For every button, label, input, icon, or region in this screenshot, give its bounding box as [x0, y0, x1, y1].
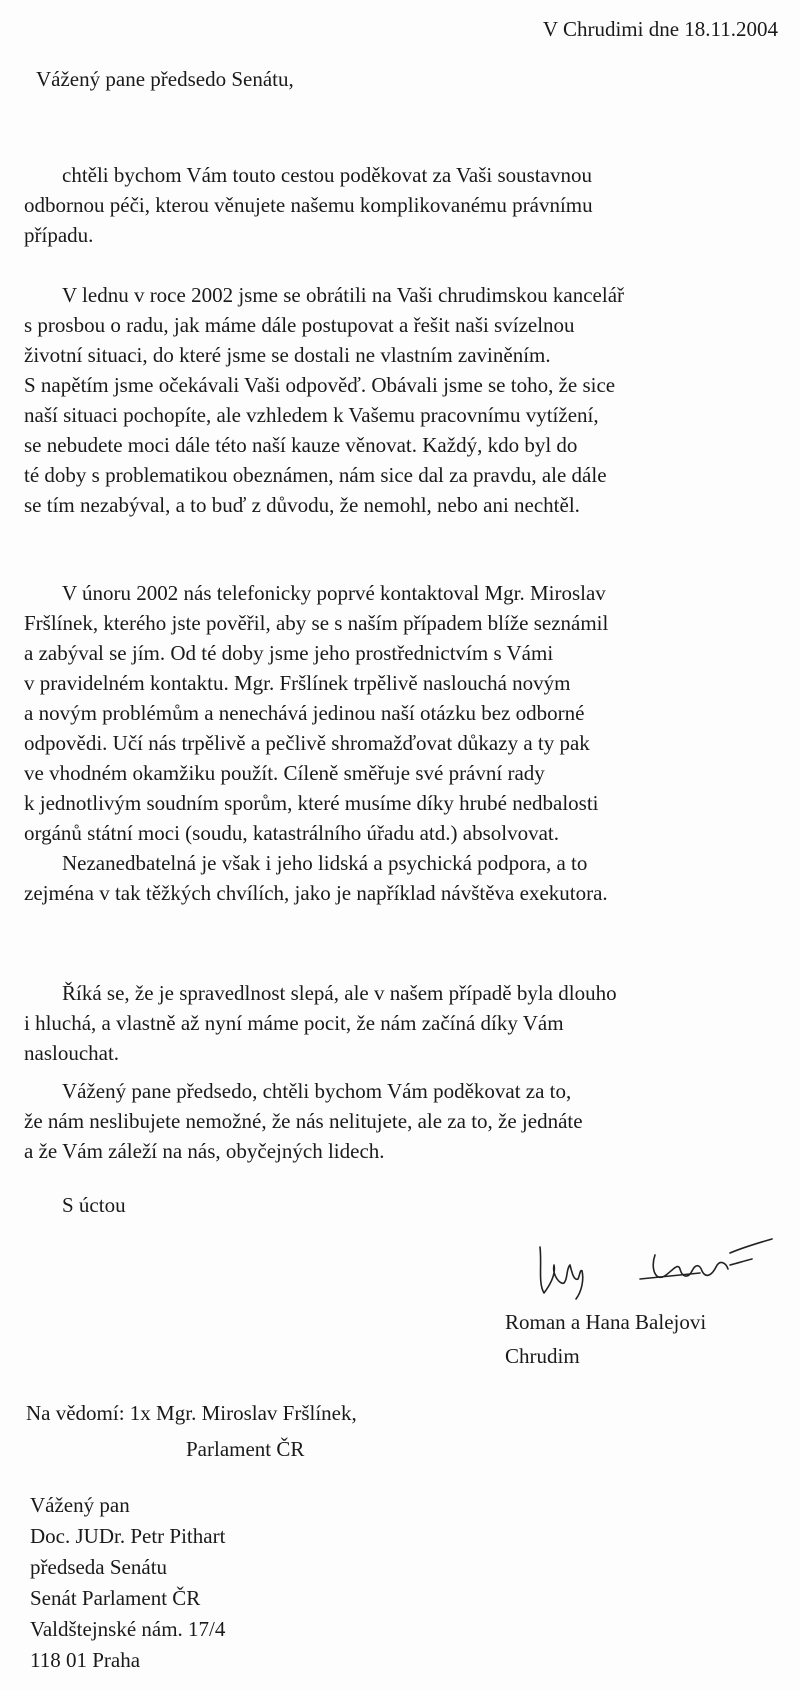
- paragraph-4: [24, 978, 794, 1068]
- text-line: V únoru 2002 nás telefonicky poprvé kontaktoval Mgr. Miroslav: [62, 581, 606, 605]
- text-line: chtěli bychom Vám touto cestou poděkovat za Vaši soustavnou: [62, 163, 592, 187]
- cc-institution: Parlament ČR: [186, 1437, 305, 1461]
- text-line: Fršlínek, kterého jste pověřil, aby se s naším případem blíže seznámil: [24, 611, 609, 635]
- text-line: S napětím jsme očekávali Vaši odpověď. Obávali jsme se toho, že sice: [24, 373, 616, 397]
- address-line: Valdštejnské nám. 17/4: [30, 1617, 226, 1641]
- text-line: že nám neslibujete nemožné, že nás nelitujete, ale za to, že jednáte: [24, 1109, 583, 1133]
- text-line: ve vhodném okamžiku použít. Cíleně směřuje své právní rady: [24, 761, 545, 785]
- text-line: a zabýval se jím. Od té doby jsme jeho prostřednictvím s Vámi: [24, 641, 554, 665]
- signatory-city: Chrudim: [505, 1344, 580, 1368]
- text-line: k jednotlivým soudním sporům, které musíme díky hrubé nedbalosti: [24, 791, 599, 815]
- closing: S úctou: [62, 1193, 126, 1217]
- paragraph-5: [24, 1076, 794, 1166]
- text-line: zejména v tak těžkých chvílích, jako je například návštěva exekutora.: [24, 881, 608, 905]
- text-line: V lednu v roce 2002 jsme se obrátili na Vaši chrudimskou kancelář: [62, 283, 625, 307]
- text-line: naší situaci pochopíte, ale vzhledem k Vašemu pracovnímu vytížení,: [24, 403, 599, 427]
- salutation: Vážený pane předsedo Senátu,: [36, 67, 294, 91]
- carbon-copy: [26, 1395, 357, 1467]
- text-line: naslouchat.: [24, 1041, 120, 1065]
- cc-recipient: Na vědomí: 1x Mgr. Miroslav Fršlínek,: [26, 1401, 357, 1425]
- text-line: Nezanedbatelná je však i jeho lidská a psychická podpora, a to: [62, 851, 588, 875]
- text-line: odpovědi. Učí nás trpělivě a pečlivě shromažďovat důkazy a ty pak: [24, 731, 590, 755]
- paragraph-2: [24, 280, 794, 520]
- text-line: té doby s problematikou obeznámen, nám sice dal za pravdu, ale dále: [24, 463, 607, 487]
- address-line: Doc. JUDr. Petr Pithart: [30, 1524, 226, 1548]
- text-line: se tím nezabýval, a to buď z důvodu, že nemohl, nebo ani nechtěl.: [24, 493, 580, 517]
- text-line: orgánů státní moci (soudu, katastrálního úřadu atd.) absolvovat.: [24, 821, 559, 845]
- signatories: [505, 1305, 706, 1373]
- signatory-names: Roman a Hana Balejovi: [505, 1310, 707, 1334]
- address-line: 118 01 Praha: [30, 1648, 141, 1672]
- paragraph-3: [24, 578, 794, 908]
- paragraph-1: [24, 160, 794, 250]
- text-line: odbornou péči, kterou věnujete našemu komplikovanému právnímu: [24, 193, 593, 217]
- date-line: V Chrudimi dne 18.11.2004: [542, 17, 778, 41]
- text-line: i hluchá, a vlastně až nyní máme pocit, že nám začíná díky Vám: [24, 1011, 564, 1035]
- text-line: se nebudete moci dále této naší kauze věnovat. Každý, kdo byl do: [24, 433, 578, 457]
- address-line: Vážený pan: [30, 1493, 130, 1517]
- text-line: případu.: [24, 223, 94, 247]
- text-line: Vážený pane předsedo, chtěli bychom Vám poděkovat za to,: [62, 1079, 572, 1103]
- text-line: a že Vám záleží na nás, obyčejných lidech.: [24, 1139, 385, 1163]
- text-line: životní situaci, do které jsme se dostali ne vlastním zaviněním.: [24, 343, 551, 367]
- text-line: Říká se, že je spravedlnost slepá, ale v našem případě byla dlouho: [62, 981, 617, 1005]
- handwritten-signature: [530, 1235, 780, 1305]
- text-line: v pravidelném kontaktu. Mgr. Fršlínek trpělivě naslouchá novým: [24, 671, 571, 695]
- text-line: a novým problémům a nenechává jedinou naší otázku bez odborné: [24, 701, 585, 725]
- text-line: s prosbou o radu, jak máme dále postupovat a řešit naši svízelnou: [24, 313, 575, 337]
- recipient-address: [30, 1490, 225, 1676]
- address-line: Senát Parlament ČR: [30, 1586, 201, 1610]
- address-line: předseda Senátu: [30, 1555, 168, 1579]
